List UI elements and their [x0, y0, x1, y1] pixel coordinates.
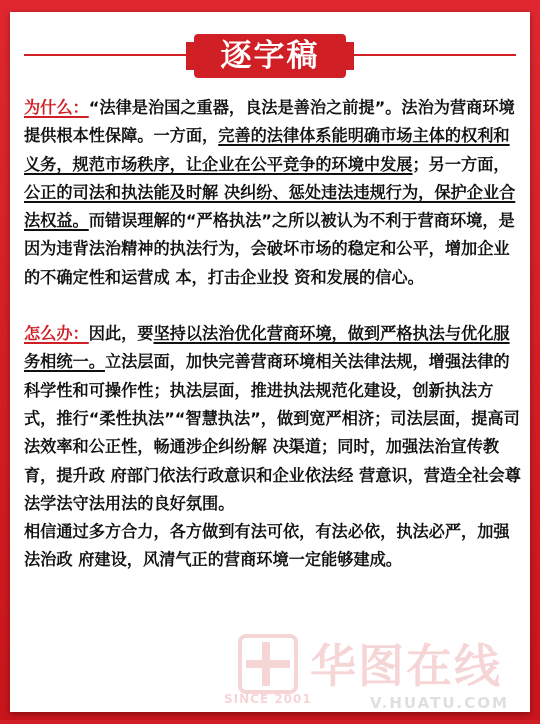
how-text-2: 立法层面，加快完善营商环境相关法律法规，增强法律的科学性和可操作性；执法层面，推进执法规范化建设，创新执法方式，推行“柔性执法”“智慧执法”，做到宽严相济；司法层面，提高司法效率和公正性，畅通涉企纠纷解 决渠道；同时，加强法治宣传教育，提升政 府部门依法行政意识和企业依法经 营意识，营造全社会尊法学法守法用法的良好氛围。: [24, 352, 521, 513]
watermark: [220, 624, 540, 724]
why-text-1: “法律是治国之重器，良法是善治之前提”。法治为营商环境提供根本性保障。一方面，: [24, 98, 515, 146]
how-underlined-1: 坚持以法治优化营商环境，做到严格执法与优化服务相统一。: [24, 324, 510, 372]
watermark-since: SINCE 2001: [224, 692, 312, 706]
title-rule-right: [340, 54, 516, 56]
paragraph-gap: [24, 292, 522, 320]
why-underlined-2: 公正的司法和执法能及时解 决纠纷、惩处违法违规行为，保护企业合法权益。: [24, 182, 516, 231]
huatu-logo-icon: [238, 634, 298, 694]
section-label-how: 怎么办：: [24, 324, 89, 344]
watermark-url: V.HUATU.COM: [370, 694, 509, 712]
why-text-2: ；另一方面，: [412, 154, 510, 174]
paragraph-why: [24, 94, 522, 292]
paper-card: [10, 12, 530, 712]
why-text-3: 而错误理解的“严格执法”之所以被认为不利于营商环境，是因为违背法治精神的执法行为，会破坏市场的稳定和公平，增加企业的不确定性和运营成 本，打击企业投 资和发展的信心。: [24, 211, 515, 287]
title-banner: [194, 34, 346, 78]
why-underlined-1: 完善的法律体系能明确市场主体的权利和义务，规范市场秩序，让企业在公平竞争的环境中发展: [24, 126, 510, 174]
paragraph-how: [24, 320, 522, 518]
page-title: 逐字稿: [220, 38, 320, 74]
section-label-why: 为什么：: [24, 98, 89, 117]
paragraph-closing: 相信通过多方合力，各方做到有法可依，有法必依，执法必严，加强法治政 府建设，风清气正的营商环境一定能够建成。: [24, 522, 510, 570]
title-rule-left: [24, 54, 200, 56]
watermark-brand: 华图在线: [310, 639, 502, 693]
how-text-1: 因此，要: [88, 324, 154, 344]
article-body: [24, 94, 522, 575]
